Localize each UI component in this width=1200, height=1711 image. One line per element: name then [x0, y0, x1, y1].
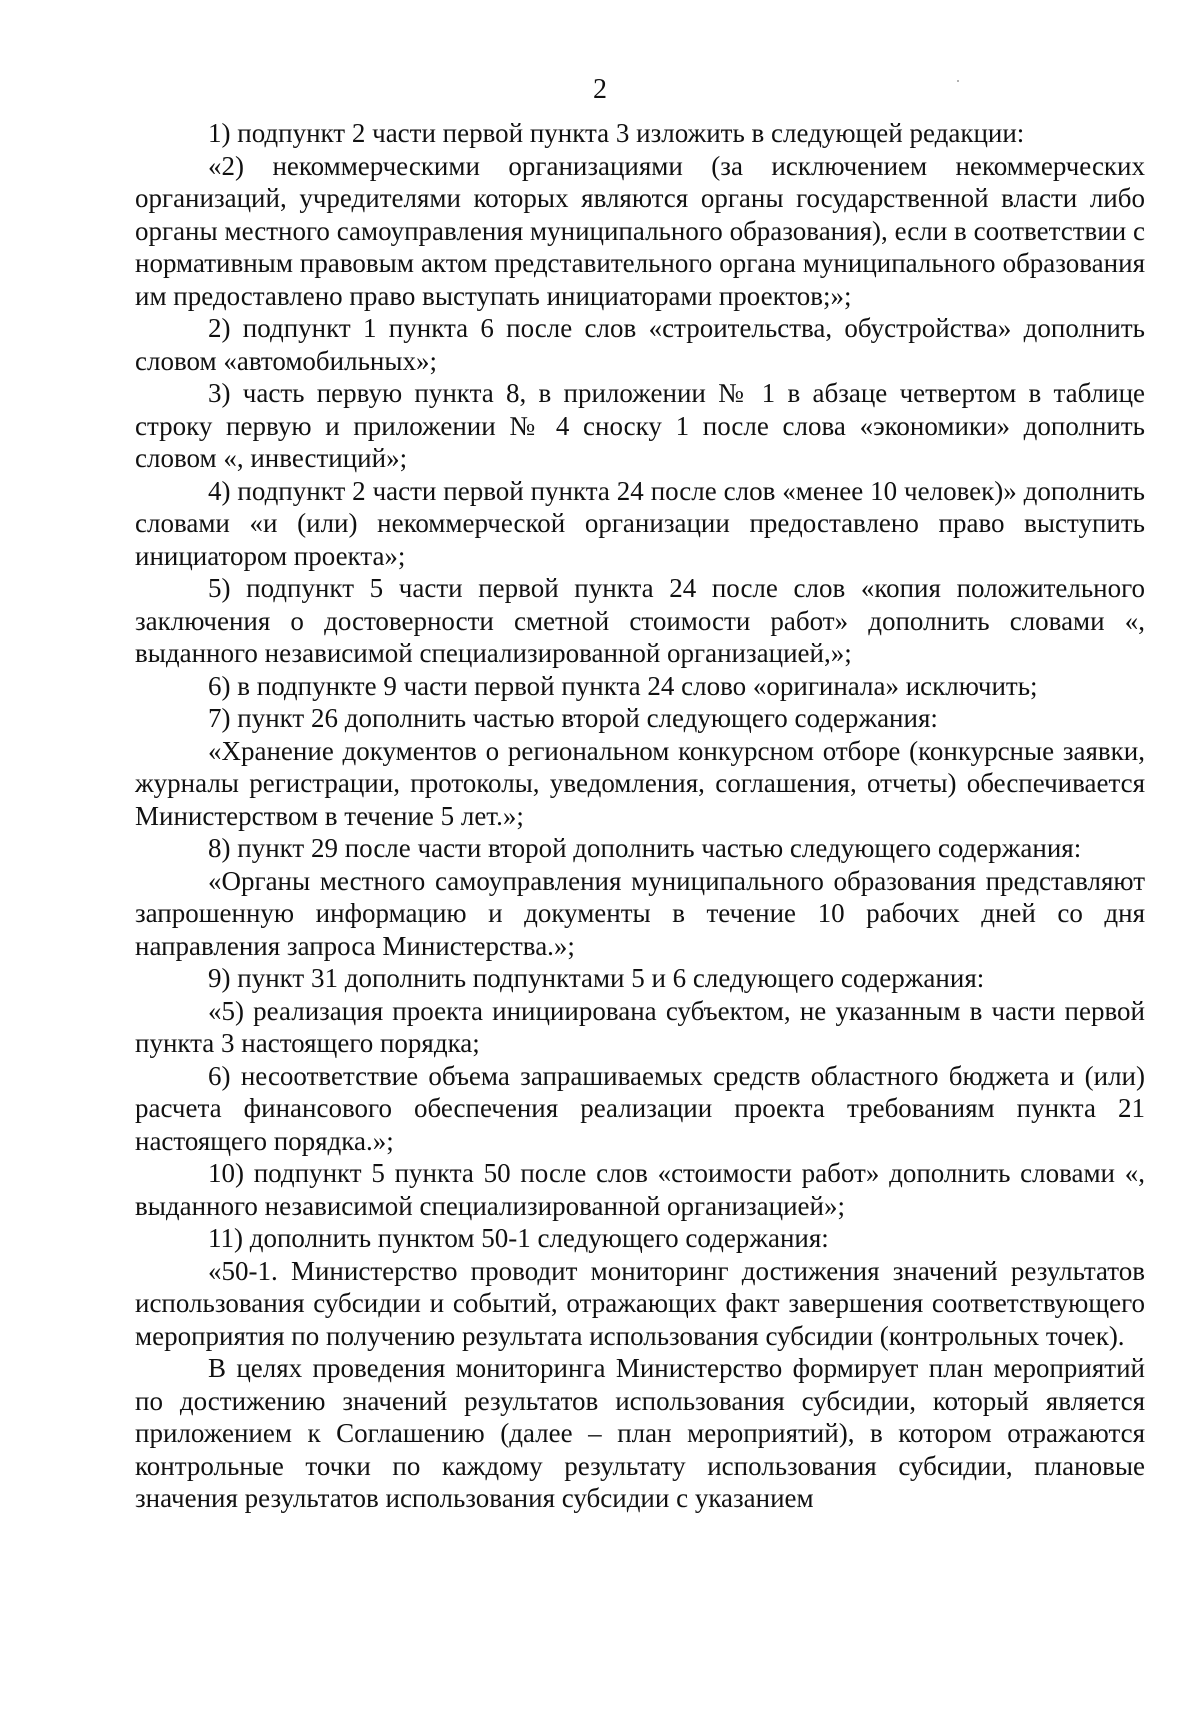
paragraph-item-7: 7) пункт 26 дополнить частью второй следующего содержания:: [208, 703, 938, 733]
paragraph-monitoring-plan: В целях проведения мониторинга Министерство формирует план мероприятий по достижению значений результатов использования субсидии, который является приложением к Соглашению (далее – план мероприятий), в котором отражаются контрольные точки по каждому результату использования субсидии, плановые значения результатов использования субсидии с указанием: [135, 1353, 1145, 1513]
paragraph-item-1: 1) подпункт 2 части первой пункта 3 изложить в следующей редакции:: [208, 118, 1025, 148]
paragraph-item-11: 11) дополнить пунктом 50-1 следующего содержания:: [208, 1223, 829, 1253]
paragraph-item-4: 4) подпункт 2 части первой пункта 24 после слов «менее 10 человек)» дополнить словами «и (или) некоммерческой организации предоставлено право выступить инициатором проекта»;: [135, 475, 1145, 571]
scan-speck: [957, 80, 959, 82]
paragraph-item-10: 10) подпункт 5 пункта 50 после слов «стоимости работ» дополнить словами «, выданного независимой специализированной организацией»;: [135, 1158, 1145, 1221]
paragraph-item-1-quote: «2) некоммерческими организациями (за исключением некоммерческих организаций, учредителями которых являются органы государственной власти либо органы местного самоуправления муниципального образования), если в соответствии с нормативным правовым актом представительного органа муниципального образования им предоставлено право выступать инициаторами проектов;»;: [135, 150, 1145, 311]
paragraph-item-9-subitem-5: «5) реализация проекта инициирована субъектом, не указанным в части первой пункта 3 настоящего порядка;: [135, 995, 1145, 1058]
paragraph-item-11-quote: «50-1. Министерство проводит мониторинг достижения значений результатов использования субсидии и событий, отражающих факт завершения соответствующего мероприятия по получению результата использования субсидии (контрольных точек).: [135, 1255, 1145, 1351]
paragraph-item-5: 5) подпункт 5 части первой пункта 24 после слов «копия положительного заключения о достоверности сметной стоимости работ» дополнить словами «, выданного независимой специализированной организацией,»;: [135, 573, 1145, 668]
document-body: [135, 117, 1145, 1515]
paragraph-item-3: 3) часть первую пункта 8, в приложении № 1 в абзаце четвертом в таблице строку первую и приложении № 4 сноску 1 после слова «экономики» дополнить словом «, инвестиций»;: [135, 378, 1145, 473]
paragraph-item-6: 6) в подпункте 9 части первой пункта 24 слово «оригинала» исключить;: [208, 670, 1038, 701]
page-number: 2: [593, 74, 607, 105]
paragraph-item-9-subitem-6: 6) несоответствие объема запрашиваемых средств областного бюджета и (или) расчета финансового обеспечения реализации проекта требованиям пункта 21 настоящего порядка.»;: [135, 1060, 1145, 1156]
paragraph-item-8: 8) пункт 29 после части второй дополнить частью следующего содержания:: [208, 833, 1082, 863]
paragraph-item-7-quote: «Хранение документов о региональном конкурсном отборе (конкурсные заявки, журналы регистрации, протоколы, уведомления, соглашения, отчеты) обеспечивается Министерством в течение 5 лет.»;: [135, 735, 1145, 831]
paragraph-item-8-quote: «Органы местного самоуправления муниципального образования представляют запрошенную информацию и документы в течение 10 рабочих дней со дня направления запроса Министерства.»;: [135, 865, 1145, 961]
paragraph-item-2: 2) подпункт 1 пункта 6 после слов «строительства, обустройства» дополнить словом «автомобильных»;: [135, 313, 1145, 376]
paragraph-item-9: 9) пункт 31 дополнить подпунктами 5 и 6 следующего содержания:: [208, 963, 985, 993]
